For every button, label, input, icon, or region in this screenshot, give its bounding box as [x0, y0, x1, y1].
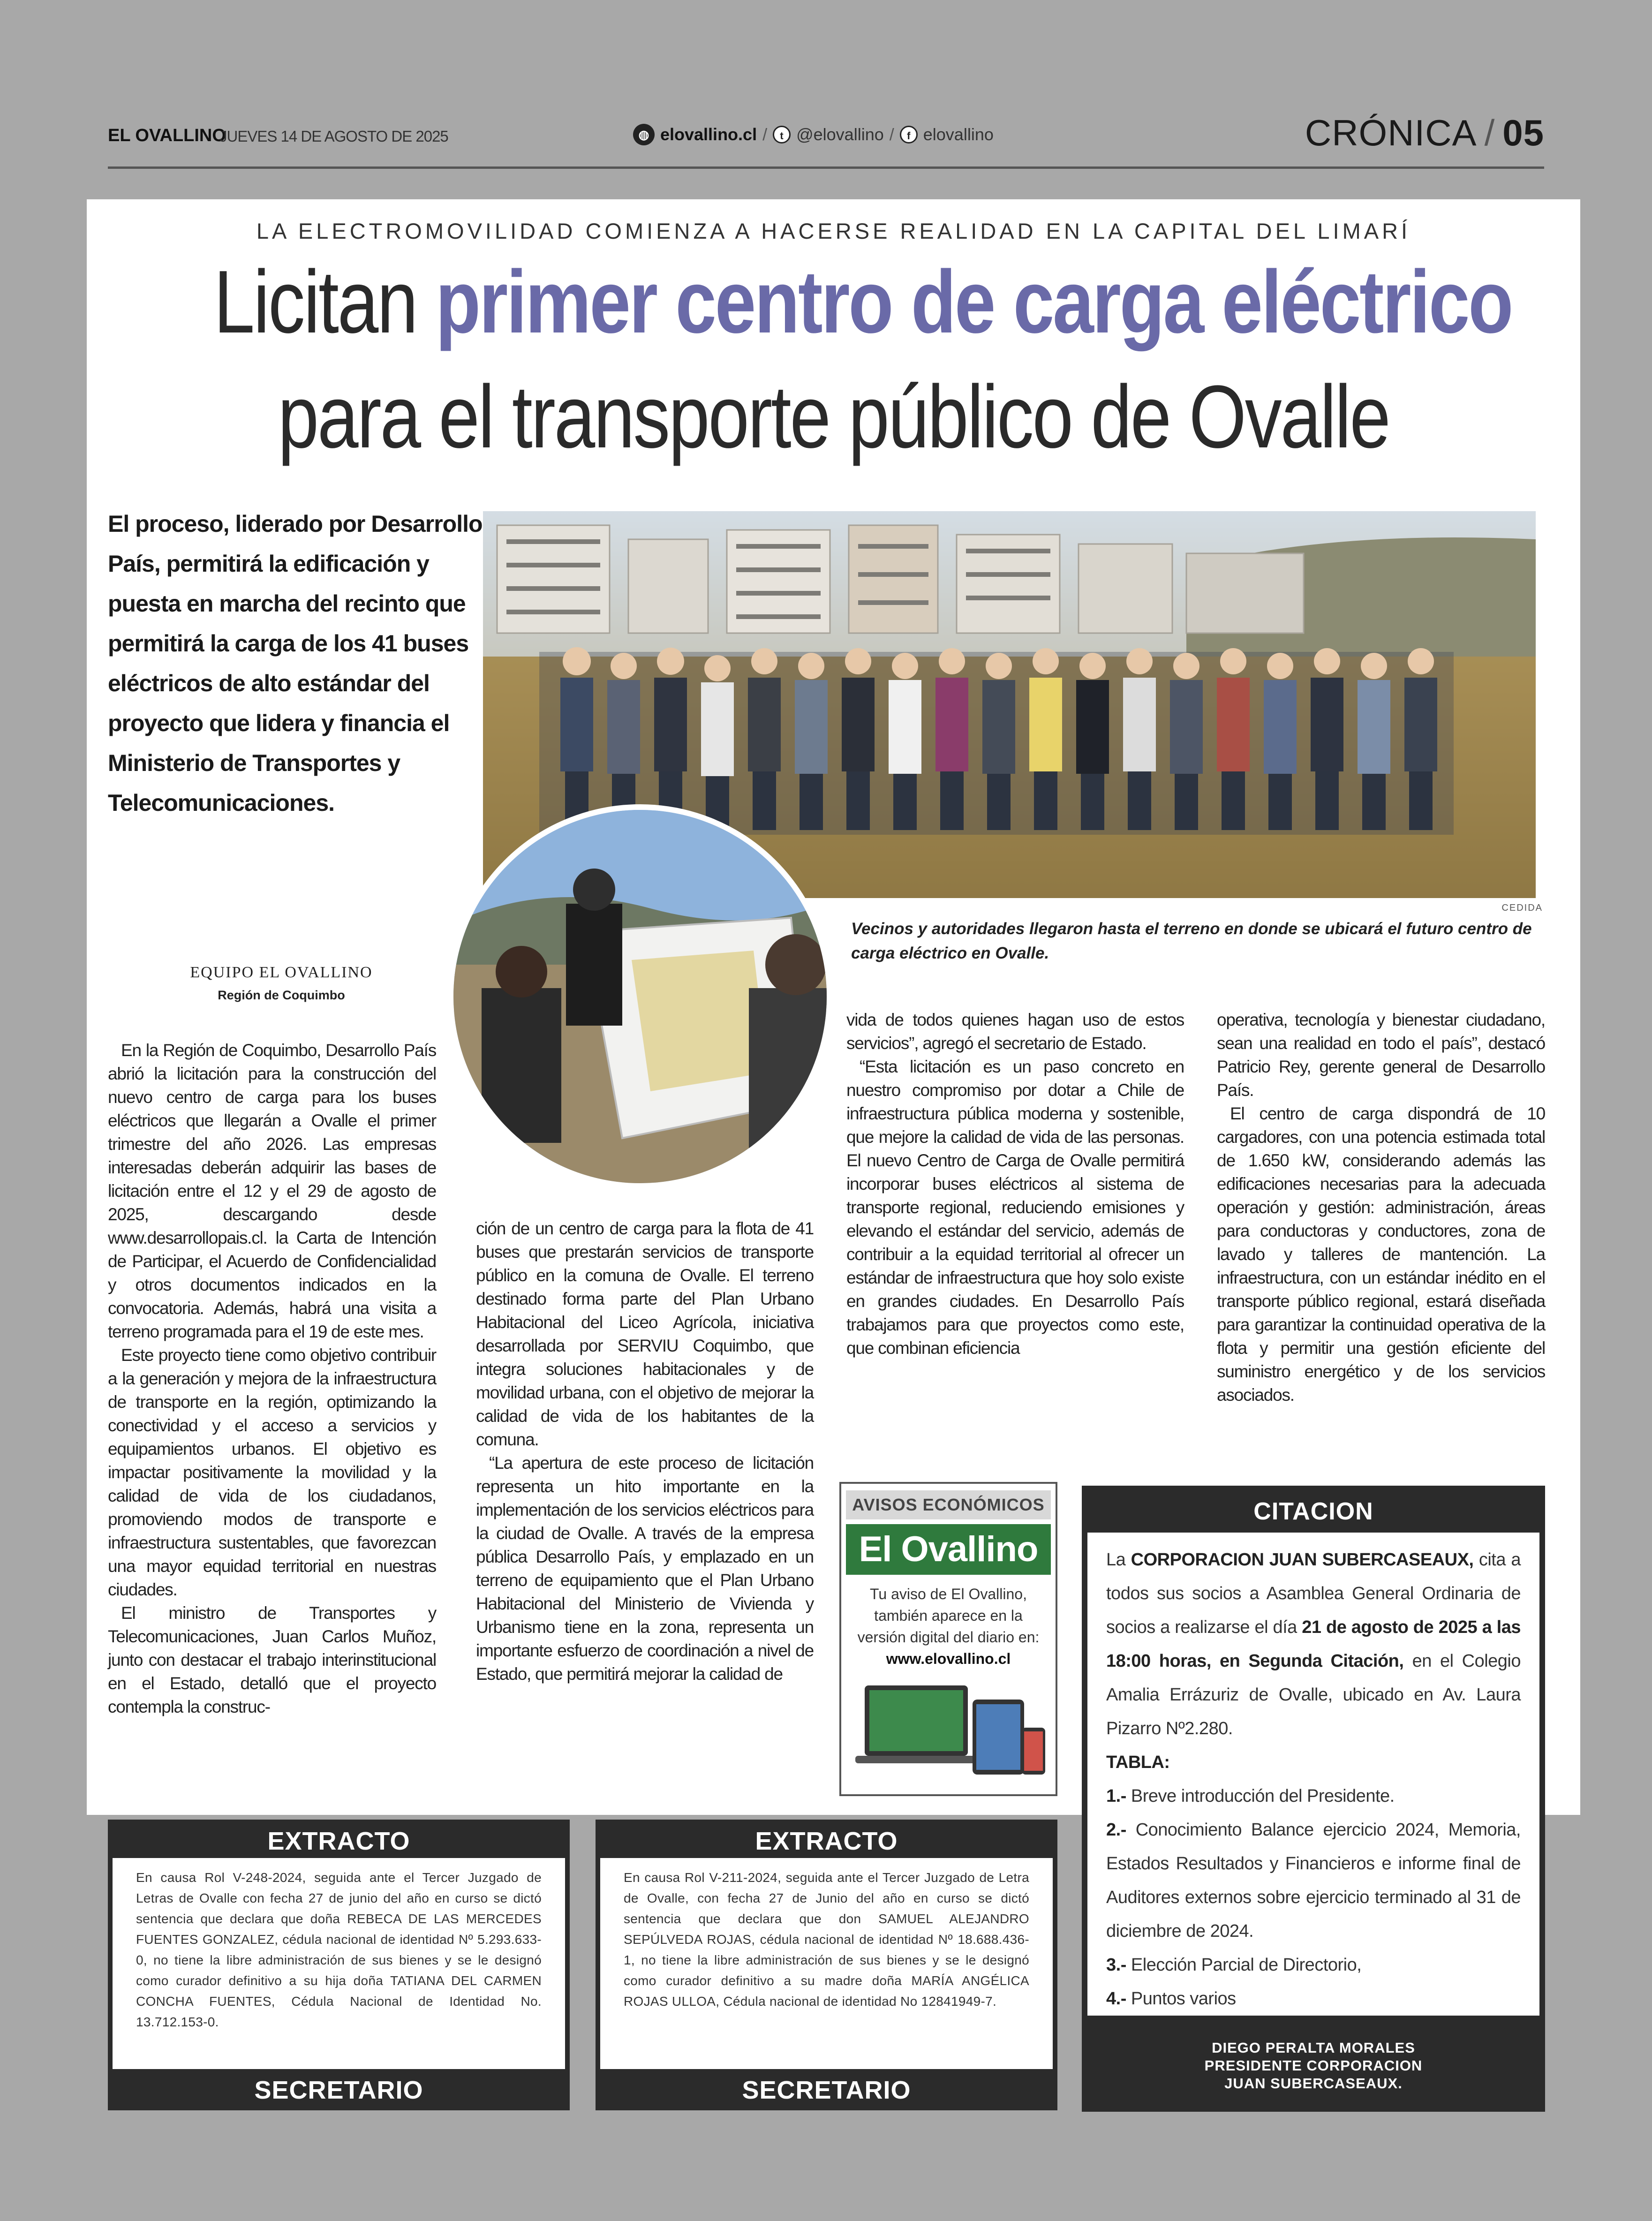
- paragraph: En la Región de Coquimbo, Desarrollo País abrió la licitación para la construcción del nuevo centro de carga para los buses eléctricos que llegarán a Ovalle el primer trimestre del año 2026. Las empresas interesadas deberán adquirir las bases de licitación entre el 12 y el 29 de agosto de 2025, descargando desde www.desarrollopais.cl. la Carta de Intención de Participar, el Acuerdo de Confidencialidad y otros documentos indicados en la convocatoria. Además, habrá una visita a terreno programada para el 19 de este mes.: [108, 1041, 436, 1341]
- header-links: ◍ elovallino.cl / t @elovallino / f elovallino: [633, 124, 994, 145]
- facebook-handle[interactable]: elovallino: [923, 125, 994, 144]
- paragraph: operativa, tecnología y bienestar ciudadano, sean una realidad en todo el país”, destacó Patricio Rey, gerente general de Desarrollo País.: [1217, 1010, 1545, 1100]
- devices-icon: [855, 1676, 1041, 1789]
- article-lede: El proceso, liderado por Desarrollo País, permitirá la edificación y puesta en marcha del recinto que permitirá la carga de los 41 buses eléctricos de alto estándar del proyecto que lidera y financia el Ministerio de Transportes y Telecomunicaciones.: [108, 511, 483, 816]
- citacion-notice: [1082, 1486, 1545, 2112]
- page-number: 05: [1502, 112, 1544, 153]
- extracto-footer: SECRETARIO: [742, 2076, 911, 2104]
- twitter-handle[interactable]: @elovallino: [796, 125, 884, 144]
- avisos-text: [851, 1583, 1046, 1670]
- citacion-org: CORPORACION JUAN SUBERCASEAUX,: [1131, 1550, 1474, 1570]
- agenda-num: 3.-: [1106, 1955, 1126, 1975]
- section-name: CRÓNICA: [1305, 112, 1477, 153]
- agenda-item: [1106, 1813, 1521, 1948]
- photo-caption: Vecinos y autoridades llegaron hasta el terreno en donde se ubicará el futuro centro de carga eléctrico en Ovalle.: [851, 920, 1532, 962]
- facebook-icon: f: [900, 126, 918, 144]
- avisos-ad[interactable]: [839, 1482, 1057, 1796]
- extracto-title: EXTRACTO: [267, 1827, 410, 1855]
- section-label: CRÓNICA / 05: [1305, 112, 1544, 153]
- tabla-label: TABLA:: [1106, 1753, 1170, 1772]
- byline: EQUIPO EL OVALLINO: [190, 964, 373, 981]
- signer-org: JUAN SUBERCASEAUX.: [1224, 2075, 1403, 2092]
- citacion-text: en el Colegio Amalia Errázuriz de Ovalle, ubicado en Av. Laura Pizarro Nº2.280.: [1106, 1651, 1521, 1738]
- avisos-url[interactable]: www.elovallino.cl: [886, 1650, 1011, 1667]
- masthead-brand: EL OVALLINO: [108, 126, 226, 145]
- article-column-3: [846, 1008, 1184, 1360]
- agenda-num: 1.-: [1106, 1786, 1126, 1806]
- agenda-num: 2.-: [1106, 1820, 1126, 1840]
- extracto-body: En causa Rol V-248-2024, seguida ante el Tercer Juzgado de Letras de Ovalle con fecha 27 de junio del año en curso se dictó sentencia que declara que doña REBECA DE LAS MERCEDES FUENTES GONZALEZ, cédula nacional de identidad Nº 5.293.633-0, no tiene la libre administración de sus bienes y se le designó como curador definitivo a su hija doña TATIANA DEL CARMEN CONCHA FUENTES, Cédula Nacional de Identidad No. 13.712.153-0.: [113, 1858, 565, 2069]
- extracto-notice-1: [108, 1820, 570, 2110]
- globe-icon: ◍: [633, 124, 655, 145]
- citacion-signature: [1082, 2039, 1545, 2093]
- agenda-text: Puntos varios: [1131, 1989, 1236, 2009]
- avisos-description: Tu aviso de El Ovallino, también aparece en la versión digital del diario en:: [857, 1586, 1040, 1646]
- article-column-2: [476, 1217, 814, 1686]
- citacion-when: 21 de agosto de 2025 a las 18:00 horas, en Segunda Citación,: [1106, 1617, 1521, 1671]
- article-column-1: [108, 1039, 436, 1719]
- citacion-body: [1087, 1533, 1539, 2016]
- avisos-brand: El Ovallino: [846, 1524, 1051, 1575]
- agenda-item: [1106, 1948, 1521, 1982]
- citacion-title: CITACION: [1253, 1498, 1373, 1525]
- headline-line-1: [213, 251, 1512, 353]
- page-header: [108, 103, 1544, 169]
- extracto-notice-2: [596, 1820, 1057, 2110]
- inset-photo: [448, 804, 832, 1189]
- extracto-body: En causa Rol V-211-2024, seguida ante el Tercer Juzgado de Letra de Ovalle, con fecha 27 de Junio del año en curso se dictó sentencia que declara que don SAMUEL ALEJANDRO SEPÚLVEDA ROJAS, cédula nacional de identidad Nº 18.688.436-1, no tiene la libre administración de sus bienes y se le designó como curador definitivo a su madre doña MARÍA ANGÉLICA ROJAS ULLOA, Cédula nacional de identidad No 12841949-7.: [600, 1858, 1053, 2069]
- paragraph: El centro de carga dispondrá de 10 cargadores, con una potencia estimada total de 1.650 kW, considerando además las edificaciones necesarias para la adecuada operación y gestión: administración, áreas para conductoras y conductores, zona de lavado y talleres de mantención. La infraestructura, con un estándar inédito en el transporte público regional, estará diseñada para garantizar la continuidad operativa de la flota y permitir una gestión eficiente del suministro energético y de los servicios asociados.: [1217, 1104, 1545, 1405]
- agenda-text: Elección Parcial de Directorio,: [1131, 1955, 1362, 1975]
- article-column-4: [1217, 1008, 1545, 1407]
- agenda-num: 4.-: [1106, 1989, 1126, 2009]
- citacion-text: La: [1106, 1550, 1131, 1570]
- paragraph: Este proyecto tiene como objetivo contribuir a la generación y mejora de la infraestructura de transporte en la región, optimizando la conectividad y el acceso a servicios y equipamientos urbanos. El objetivo es impactar positivamente la movilidad y la calidad de vida de los ciudadanos, promoviendo modos de transporte e infraestructura sustentables, que favorezcan una mayor equidad territorial en nuestras ciudades.: [108, 1345, 436, 1599]
- paragraph: vida de todos quienes hagan uso de estos servicios”, agregó el secretario de Estado.: [846, 1010, 1184, 1053]
- signer-name: DIEGO PERALTA MORALES: [1212, 2040, 1415, 2056]
- agenda-item: [1106, 1982, 1521, 2016]
- agenda-text: Breve introducción del Presidente.: [1131, 1786, 1395, 1806]
- extracto-title: EXTRACTO: [755, 1827, 898, 1855]
- citacion-text: cita a todos sus socios a Asamblea General Ordinaria de socios a realizarse el día: [1106, 1550, 1521, 1637]
- avisos-title: AVISOS ECONÓMICOS: [846, 1490, 1051, 1519]
- paragraph: El ministro de Transportes y Telecomunicaciones, Juan Carlos Muñoz, junto con destacar el trabajo interinstitucional en el Estado, detalló que el proyecto contempla la construc-: [108, 1603, 436, 1716]
- photo-credit: CEDIDA: [1501, 903, 1543, 913]
- agenda-item: [1106, 1779, 1521, 1813]
- issue-date: JUEVES 14 DE AGOSTO DE 2025: [219, 128, 448, 145]
- paragraph: “La apertura de este proceso de licitación representa un hito importante en la implementación de los servicios eléctricos para la ciudad de Ovalle. A través de la empresa pública Desarrollo País, y emplazado en un terreno de equipamiento que el Plan Urbano Habitacional del Ministerio de Vivienda y Urbanismo tiene en la zona, representa un importante esfuerzo de coordinación a nivel de Estado, que permitirá mejorar la calidad de: [476, 1453, 814, 1684]
- site-link[interactable]: elovallino.cl: [660, 125, 757, 144]
- agenda-text: Conocimiento Balance ejercicio 2024, Memoria, Estados Resultados y Financieros e informe final de Auditores externos sobre ejercicio terminado al 31 de diciembre de 2024.: [1106, 1820, 1521, 1941]
- signer-title: PRESIDENTE CORPORACION: [1204, 2057, 1423, 2074]
- headline-lead: Licitan: [213, 252, 417, 352]
- headline-line-2: para el transporte público de Ovalle: [278, 367, 1389, 467]
- headline-highlight: primer centro de carga eléctrico: [435, 252, 1512, 352]
- paragraph: “Esta licitación es un paso concreto en nuestro compromiso por dotar a Chile de infraestructura pública moderna y sostenible, que mejore la calidad de vida de las personas. El nuevo Centro de Carga de Ovalle permitirá incorporar buses eléctricos al sistema de transporte regional, reduciendo emisiones y elevando el estándar del servicio, además de contribuir a la equidad territorial al ofrecer un estándar de infraestructura que hoy solo existe en grandes ciudades. En Desarrollo País trabajamos para que proyectos como este, que combinan eficiencia: [846, 1057, 1184, 1358]
- article-kicker: LA ELECTROMOVILIDAD COMIENZA A HACERSE REALIDAD EN LA CAPITAL DEL LIMARÍ: [256, 219, 1411, 243]
- twitter-icon: t: [773, 126, 791, 144]
- paragraph: ción de un centro de carga para la flota de 41 buses que prestarán servicios de transporte público en la comuna de Ovalle. El terreno destinado forma parte del Plan Urbano Habitacional del Liceo Agrícola, iniciativa desarrollada por SERVIU Coquimbo, que integra soluciones habitacionales y de movilidad urbana, con el objetivo de mejorar la calidad de vida de los habitantes de la comuna.: [476, 1219, 814, 1449]
- extracto-footer: SECRETARIO: [254, 2076, 423, 2104]
- byline-region: Región de Coquimbo: [218, 988, 345, 1002]
